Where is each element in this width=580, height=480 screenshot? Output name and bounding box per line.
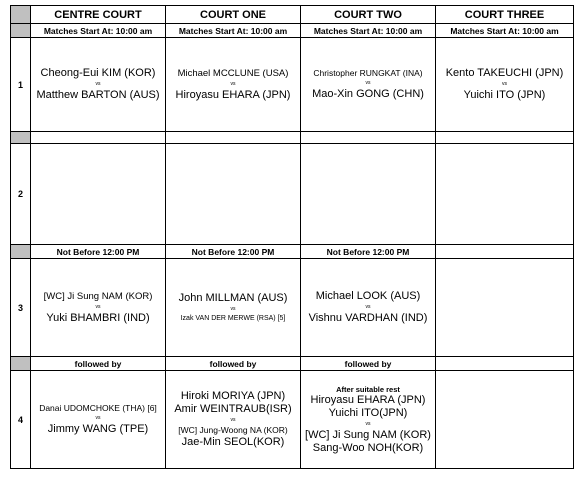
player-name: Michael LOOK (AUS) [315,290,421,302]
court-header-three: COURT THREE [436,6,574,24]
match-cell [31,38,166,132]
player-name: Christopher RUNGKAT (INA) [313,68,423,78]
match-row-1 [11,38,574,132]
followed-by-row [11,357,574,371]
player-name: Jimmy WANG (TPE) [47,423,149,435]
order-of-play-table [10,5,574,469]
empty-cell [301,144,436,245]
start-time-text: Matches Start At: 10:00 am [436,24,574,38]
vs-label: vs [230,80,236,87]
player-name: Izak VAN DER MERWE (RSA) [5] [180,314,286,322]
player-name: Yuichi ITO (JPN) [463,89,546,101]
player-name: Jae-Min SEOL(KOR) [181,436,285,448]
followed-by-text: followed by [166,357,301,371]
player-name: Kento TAKEUCHI (JPN) [445,67,564,79]
separator-row [11,132,574,144]
round-number: 4 [11,371,31,469]
match-row-3 [11,259,574,357]
match-cell [436,38,574,132]
court-header-two: COURT TWO [301,6,436,24]
followed-by-text: followed by [301,357,436,371]
gray-cell [11,357,31,371]
player-name: Matthew BARTON (AUS) [36,89,160,101]
start-time-text: Matches Start At: 10:00 am [301,24,436,38]
player-name: Hiroki MORIYA (JPN) [180,390,286,402]
player-name: [WC] Ji Sung NAM (KOR) [43,290,153,302]
court-header-one: COURT ONE [166,6,301,24]
match-cell [301,371,436,469]
rest-note: After suitable rest [336,384,400,394]
player-name: Mao-Xin GONG (CHN) [312,88,424,100]
player-name: [WC] Jung-Woong NA (KOR) [178,425,288,435]
vs-label: vs [230,305,236,312]
empty-cell [436,371,574,469]
round-number: 2 [11,144,31,245]
empty-cell [436,144,574,245]
match-cell [166,259,301,357]
match-cell [31,259,166,357]
not-before-text: Not Before 12:00 PM [31,245,166,259]
match-cell [301,259,436,357]
not-before-row [11,245,574,259]
match-cell [301,38,436,132]
empty-cell [301,132,436,144]
player-name: Danai UDOMCHOKE (THA) [6] [39,403,157,413]
vs-label: vs [230,417,236,423]
match-cell [31,371,166,469]
round-number: 1 [11,38,31,132]
player-name: Hiroyasu EHARA (JPN) [310,393,426,406]
not-before-text: Not Before 12:00 PM [166,245,301,259]
player-name: Yuki BHAMBRI (IND) [46,311,150,324]
followed-by-text: followed by [31,357,166,371]
vs-label: vs [365,80,371,86]
empty-cell [436,132,574,144]
empty-cell [31,144,166,245]
gray-cell [11,24,31,38]
player-name: John MILLMAN (AUS) [178,291,288,304]
corner-cell [11,6,31,24]
match-row-4 [11,371,574,469]
vs-label: vs [365,420,371,427]
court-header-row [11,6,574,24]
not-before-text: Not Before 12:00 PM [301,245,436,259]
vs-label: vs [502,81,507,87]
empty-cell [436,259,574,357]
player-name: Cheong-Eui KIM (KOR) [40,67,156,79]
start-time-text: Matches Start At: 10:00 am [31,24,166,38]
empty-cell [436,357,574,371]
player-name: Michael MCCLUNE (USA) [177,67,289,79]
vs-label: vs [365,304,371,310]
gray-cell [11,132,31,144]
empty-cell [166,132,301,144]
match-cell [166,38,301,132]
match-row-2 [11,144,574,245]
start-time-row [11,24,574,38]
vs-label: vs [95,81,101,87]
player-name: Vishnu VARDHAN (IND) [308,312,428,324]
empty-cell [166,144,301,245]
player-name: Amir WEINTRAUB(ISR) [174,403,292,415]
court-header-centre: CENTRE COURT [31,6,166,24]
player-name: [WC] Ji Sung NAM (KOR) [305,428,431,441]
player-name: Sang-Woo NOH(KOR) [312,441,424,454]
player-name: Yuichi ITO(JPN) [328,406,408,419]
gray-cell [11,245,31,259]
vs-label: vs [95,303,101,310]
vs-label: vs [95,415,101,421]
match-cell [166,371,301,469]
empty-cell [436,245,574,259]
player-name: Hiroyasu EHARA (JPN) [175,88,291,101]
round-number: 3 [11,259,31,357]
empty-cell [31,132,166,144]
start-time-text: Matches Start At: 10:00 am [166,24,301,38]
